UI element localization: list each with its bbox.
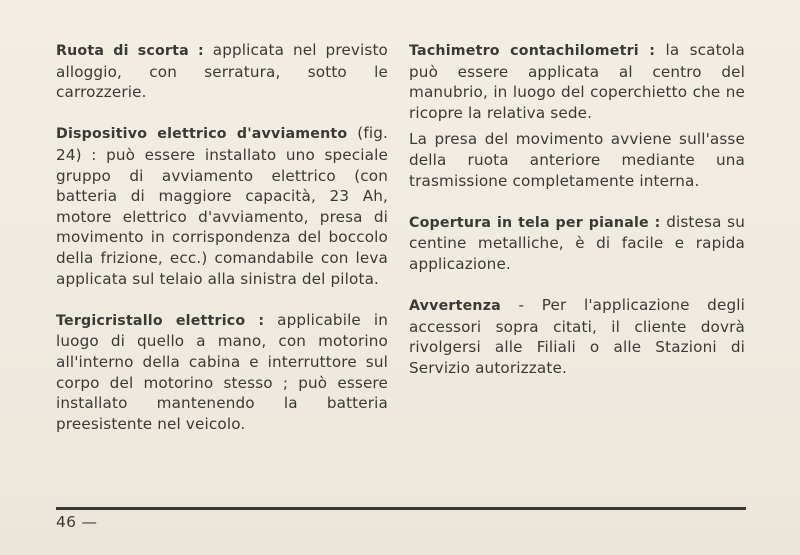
paragraph-title: Ruota di scorta : bbox=[56, 43, 204, 59]
left-column bbox=[56, 40, 388, 455]
paragraph-tergicristallo bbox=[56, 310, 388, 435]
right-column bbox=[409, 40, 745, 399]
page-number: 46 — bbox=[56, 513, 98, 531]
paragraph-copertura-tela bbox=[409, 212, 745, 275]
paragraph-text: la scatola può essere applicata al centro del manubrio, in luogo del coperchietto che ne ricopre la relativa sede. bbox=[409, 41, 746, 122]
paragraph-title: Tachimetro contachilometri : bbox=[409, 43, 656, 59]
paragraph-title: Dispositivo elettrico d'avviamento bbox=[56, 126, 348, 143]
paragraph-text: La presa del movimento avviene sull'asse della ruota anteriore mediante una trasmissione completamente interna. bbox=[409, 130, 745, 190]
paragraph-text: applicabile in luogo di quello a mano, con motorino all'interno della cabina e interruttore sul corpo del motorino stesso ; può essere installato mantenendo la batteria preesistente nel veicolo. bbox=[56, 310, 388, 433]
paragraph-title: Copertura in tela per pianale : bbox=[409, 214, 661, 231]
paragraph-text: - Per l'applicazione degli accessori sopra citati, il cliente dovrà rivolgersi alle Filiali o alle Stazioni di Servizio autorizzate. bbox=[409, 296, 745, 377]
paragraph-tachimetro bbox=[409, 40, 745, 123]
paragraph-text: applicata nel previsto alloggio, con serratura, sotto le carrozzerie. bbox=[56, 41, 388, 102]
paragraph-title: Tergicristallo elettrico : bbox=[56, 312, 265, 329]
footer-rule bbox=[56, 507, 746, 510]
paragraph-text: distesa su centine metalliche, è di facile e rapida applicazione. bbox=[409, 212, 745, 273]
paragraph-ruota-di-scorta bbox=[56, 40, 388, 103]
paragraph-text: (fig. 24) : può essere installato uno speciale gruppo di avviamento elettrico (con batteria di maggiore capacità, 23 Ah, motore elettrico d'avviamento, presa di movimento in corrispondenza del boccolo della frizione, ecc.) comandabile con leva applicata sul telaio alla sinistra del pilota. bbox=[56, 124, 388, 288]
paragraph-title: Avvertenza bbox=[409, 298, 501, 315]
paragraph-avvertenza bbox=[409, 295, 745, 378]
paragraph-dispositivo-avviamento bbox=[56, 123, 388, 289]
paragraph-presa-movimento bbox=[409, 129, 745, 191]
